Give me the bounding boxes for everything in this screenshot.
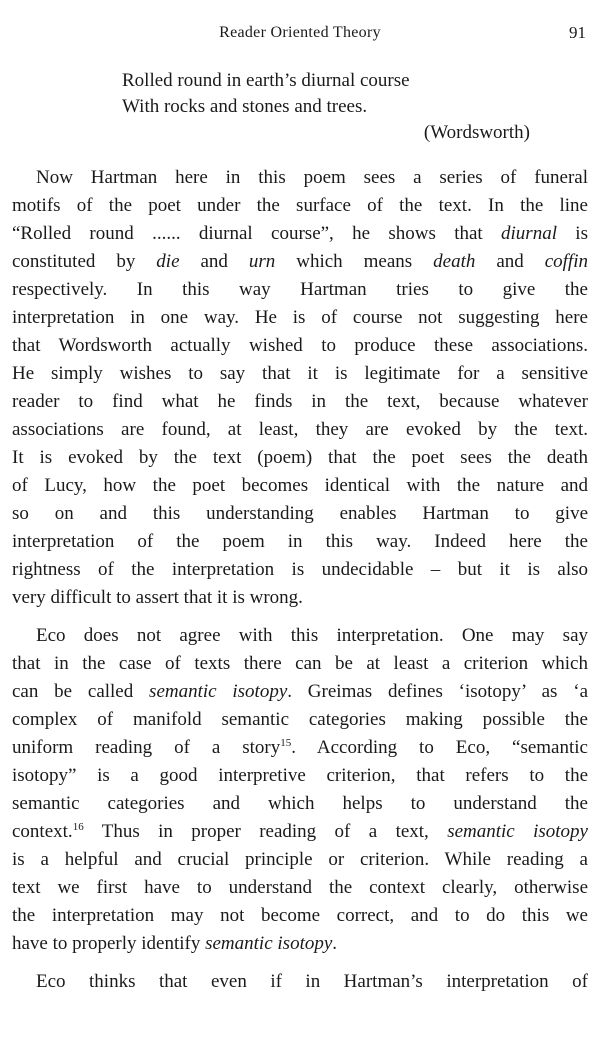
text-run: the interpretation may not become correct, and to do this we [12,905,588,926]
text-run: It is evoked by the text (poem) that the poet sees the death [12,447,588,468]
text-run: very difficult to assert that it is wrong. [12,587,303,608]
running-title: Reader Oriented Theory [219,24,381,41]
text-run: have to properly identify [12,933,206,954]
footnote-marker: 16 [72,821,84,833]
text-line [12,332,588,360]
text-line [12,968,588,996]
italic-term: coffin [544,251,588,272]
verse-quotation [122,68,532,146]
text-run: of Lucy, how the poet becomes identical with the nature and [12,475,588,496]
text-run: is a helpful and crucial principle or criterion. While reading a [12,849,588,870]
text-run: respectively. In this way Hartman tries to give the [12,279,588,300]
text-run: and [179,251,249,272]
text-run: Eco does not agree with this interpretation. One may say [36,625,588,646]
text-run: constituted by [12,251,157,272]
text-line [12,220,588,248]
italic-term: semantic isotopy [149,681,288,702]
italic-term: semantic isotopy [205,933,333,954]
text-run: interpretation of the poem in this way. Indeed here the [12,531,588,552]
text-run: can be called [12,681,150,702]
text-line [12,706,588,734]
page-number: 91 [569,23,586,42]
text-run: associations are found, at least, they are evoked by the text. [12,419,588,440]
italic-term: die [156,251,180,272]
text-run: Eco thinks that even if in Hartman’s interpretation of [36,971,588,992]
running-head [0,22,600,44]
text-run: motifs of the poet under the surface of the text. In the line [12,195,588,216]
body-text [12,164,588,996]
text-line [12,416,588,444]
text-line [12,500,588,528]
text-line [12,846,588,874]
text-line [12,164,588,192]
text-line [12,650,588,678]
text-line [12,930,588,958]
italic-term: diurnal [501,223,557,244]
text-run: He simply wishes to say that it is legitimate for a sensitive [12,363,588,384]
text-run: and [475,251,545,272]
footnote-marker: 15 [280,737,292,749]
text-line [12,678,588,706]
text-run: “Rolled round ...... diurnal course”, he shows that [12,223,502,244]
text-line [12,276,588,304]
text-run: . Greimas defines ‘isotopy’ as ‘a [287,681,588,702]
text-line [12,528,588,556]
verse-line: Rolled round in earth’s diurnal course [122,70,410,91]
text-run: uniform reading of a story [12,737,281,758]
text-line [12,874,588,902]
text-line [12,304,588,332]
text-line [12,902,588,930]
text-line [12,818,588,846]
text-line [12,622,588,650]
text-line [12,192,588,220]
paragraph [12,622,588,958]
italic-term: semantic isotopy [447,821,588,842]
text-run: text we first have to understand the context clearly, otherwise [12,877,588,898]
text-run: context. [12,821,73,842]
text-line [12,360,588,388]
text-line [12,790,588,818]
text-run: interpretation in one way. He is of course not suggesting here [12,307,588,328]
paragraph [12,968,588,996]
text-line [12,734,588,762]
verse-line: With rocks and stones and trees. [122,96,368,117]
italic-term: urn [248,251,276,272]
text-run: is [556,223,588,244]
text-run: rightness of the interpretation is undecidable – but it is also [12,559,588,580]
text-line [12,248,588,276]
text-run: so on and this understanding enables Hartman to give [12,503,588,524]
paragraph [12,164,588,612]
text-line [12,556,588,584]
text-run: reader to find what he finds in the text, because whatever [12,391,588,412]
text-run: isotopy” is a good interpretive criterion, that refers to the [12,765,588,786]
text-line [12,472,588,500]
text-run: that in the case of texts there can be at least a criterion which [12,653,588,674]
text-run: Thus in proper reading of a text, [83,821,448,842]
text-run: Now Hartman here in this poem sees a series of funeral [36,167,588,188]
text-line [12,584,588,612]
text-line [12,388,588,416]
italic-term: death [433,251,476,272]
text-run: which means [275,251,434,272]
text-run: semantic categories and which helps to understand the [12,793,588,814]
text-run: complex of manifold semantic categories making possible the [12,709,588,730]
text-run: . [332,933,338,954]
text-line [12,762,588,790]
verse-attribution: (Wordsworth) [423,122,530,143]
text-run: that Wordsworth actually wished to produce these associations. [12,335,588,356]
text-run: . According to Eco, “semantic [291,737,588,758]
text-line [12,444,588,472]
